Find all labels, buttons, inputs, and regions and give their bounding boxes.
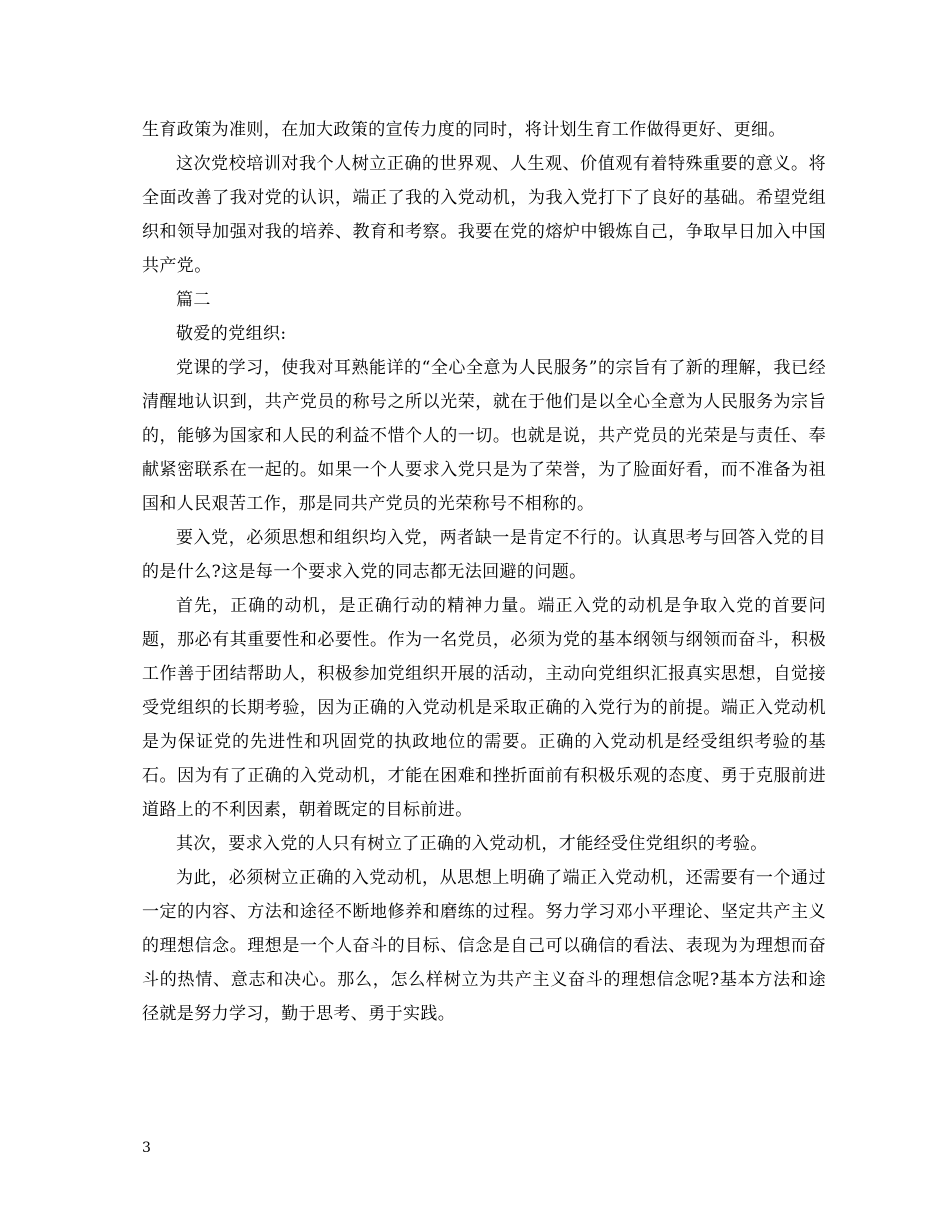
paragraph-5: 党课的学习，使我对耳熟能详的“全心全意为人民服务”的宗旨有了新的理解，我已经清醒地认识到，共产党员的称号之所以光荣，就在于他们是以全心全意为人民服务为宗旨的，能够为国家和人民的利益不惜个人的一切。也就是说，共产党员的光荣是与责任、奉献紧密联系在一起的。如果一个人要求入党只是为了荣誉，为了脸面好看，而不准备为祖国和人民艰苦工作，那是同共产党员的光荣称号不相称的。 (142, 358, 826, 514)
section-heading: 篇二 (176, 290, 211, 310)
paragraph-7: 首先，正确的动机，是正确行动的精神力量。端正入党的动机是争取入党的首要问题，那必有其重要性和必要性。作为一名党员，必须为党的基本纲领与纲领而奋斗，积极工作善于团结帮助人，积极参加党组织开展的活动，主动向党组织汇报真实思想，自觉接受党组织的长期考验，因为正确的入党动机是采取正确的入党行为的前提。端正入党动机是为保证党的先进性和巩固党的执政地位的需要。正确的入党动机是经受组织考验的基石。因为有了正确的入党动机，才能在困难和挫折面前有积极乐观的态度、勇于克服前进道路上的不利因素，朝着既定的目标前进。 (142, 596, 826, 820)
page-number: 3 (142, 1140, 151, 1156)
paragraph-1: 生育政策为准则，在加大政策的宣传力度的同时，将计划生育工作做得更好、更细。 (142, 120, 786, 140)
paragraph-8: 其次，要求入党的人只有树立了正确的入党动机，才能经受住党组织的考验。 (176, 834, 768, 854)
paragraph-9: 为此，必须树立正确的入党动机，从思想上明确了端正入党动机，还需要有一个通过一定的内容、方法和途径不断地修养和磨练的过程。努力学习邓小平理论、坚定共产主义的理想信念。理想是一个人奋斗的目标、信念是自己可以确信的看法、表现为为理想而奋斗的热情、意志和决心。那么，怎么样树立为共产主义奋斗的理想信念呢?基本方法和途径就是努力学习，勤于思考、勇于实践。 (142, 868, 826, 1024)
salutation: 敬爱的党组织: (176, 324, 287, 344)
paragraph-2: 这次党校培训对我个人树立正确的世界观、人生观、价值观有着特殊重要的意义。将全面改善了我对党的认识，端正了我的入党动机，为我入党打下了良好的基础。希望党组织和领导加强对我的培养、教育和考察。我要在党的熔炉中锻炼自己，争取早日加入中国共产党。 (142, 154, 826, 276)
document-body (142, 113, 826, 1031)
paragraph-6: 要入党，必须思想和组织均入党，两者缺一是肯定不行的。认真思考与回答入党的目的是什么?这是每一个要求入党的同志都无法回避的问题。 (142, 528, 826, 582)
